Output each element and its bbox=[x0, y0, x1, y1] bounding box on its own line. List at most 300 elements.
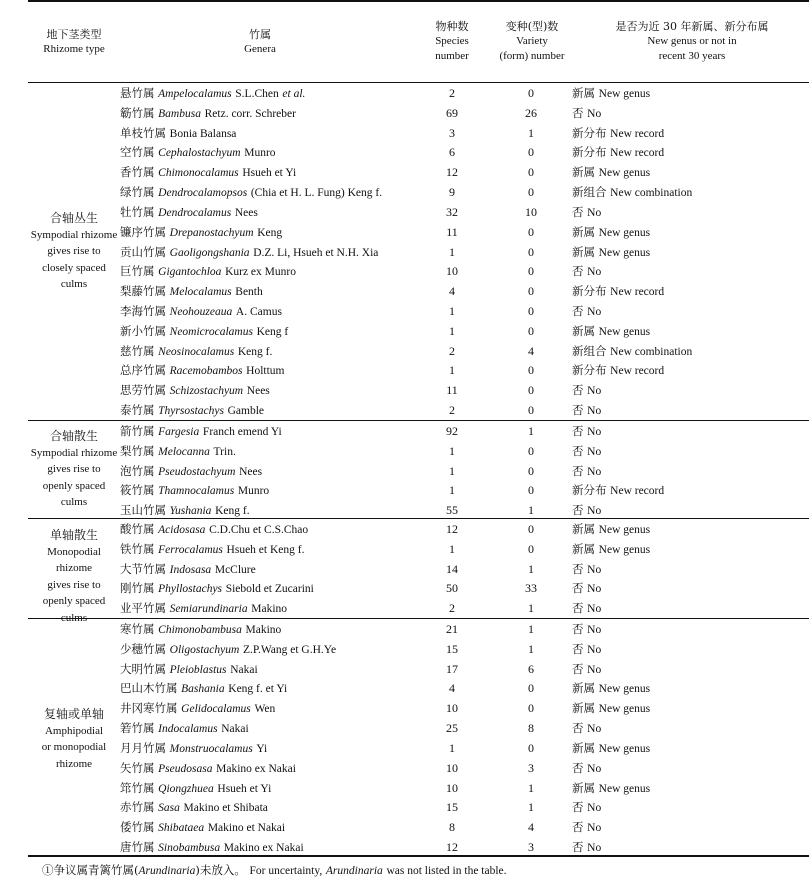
status-en: No bbox=[587, 465, 602, 478]
genus-zh: 唐竹属 bbox=[120, 840, 155, 855]
status-cell bbox=[572, 741, 650, 756]
species-count: 21 bbox=[446, 622, 458, 636]
genus-scientific: Oligostachyum bbox=[169, 643, 240, 656]
status-cell bbox=[572, 820, 601, 835]
variety-count: 0 bbox=[528, 522, 534, 536]
status-cell bbox=[572, 483, 664, 498]
status-zh: 新属 bbox=[572, 86, 595, 100]
genus-scientific: Sinobambusa bbox=[158, 842, 221, 855]
status-zh: 新分布 bbox=[572, 363, 607, 378]
genus-authority: Nakai bbox=[221, 723, 249, 736]
variety-count: 3 bbox=[528, 840, 534, 855]
genus-cell bbox=[120, 781, 271, 796]
header-rule bbox=[28, 82, 809, 83]
species-count: 1 bbox=[449, 304, 455, 319]
status-cell bbox=[572, 642, 601, 657]
variety-count: 0 bbox=[528, 463, 534, 478]
genus-scientific: Pseudostachyum bbox=[158, 465, 236, 478]
group-en: Monopodial rhizome bbox=[47, 545, 101, 574]
status-zh: 新属 bbox=[572, 681, 595, 696]
status-zh: 否 bbox=[572, 383, 584, 398]
header-status-en1: New genus or not in bbox=[647, 35, 737, 47]
status-en: No bbox=[587, 563, 602, 576]
species-count: 17 bbox=[446, 661, 458, 676]
variety-count: 0 bbox=[528, 244, 534, 259]
variety-count: 0 bbox=[528, 264, 534, 279]
group-en: openly spaced bbox=[42, 479, 106, 492]
genus-cell bbox=[120, 820, 285, 835]
status-zh: 否 bbox=[572, 820, 584, 835]
variety-count: 1 bbox=[528, 641, 534, 656]
status-zh: 否 bbox=[572, 800, 584, 815]
status-cell bbox=[572, 264, 601, 279]
genus-authority: Retz. corr. Schreber bbox=[204, 107, 296, 120]
status-cell bbox=[572, 145, 664, 160]
genus-zh: 牡竹属 bbox=[120, 204, 155, 219]
genus-cell bbox=[120, 483, 269, 498]
species-count: 1 bbox=[449, 541, 455, 556]
genus-cell bbox=[120, 522, 308, 537]
species-count: 1 bbox=[449, 363, 455, 378]
status-en: New genus bbox=[598, 703, 651, 716]
species-count: 6 bbox=[449, 145, 455, 160]
genus-authority: Kurz ex Munro bbox=[225, 266, 296, 279]
genus-scientific: Schizostachyum bbox=[169, 385, 244, 398]
genus-authority: Munro bbox=[244, 147, 276, 160]
status-zh: 新组合 bbox=[572, 343, 607, 358]
status-cell bbox=[572, 403, 601, 418]
footnote bbox=[42, 862, 507, 878]
status-zh: 新属 bbox=[572, 541, 595, 556]
genus-scientific: Shibataea bbox=[158, 822, 205, 835]
variety-count: 26 bbox=[525, 105, 537, 120]
variety-count: 8 bbox=[528, 721, 534, 736]
genus-scientific: Acidosasa bbox=[158, 524, 206, 536]
status-cell bbox=[572, 185, 692, 200]
genus-authority: Bonia Balansa bbox=[169, 127, 237, 140]
group-en: culms bbox=[60, 278, 88, 290]
genus-cell bbox=[120, 701, 275, 716]
genus-scientific: Yushania bbox=[169, 505, 212, 518]
genus-authority: Hsueh et Yi bbox=[217, 782, 272, 795]
species-count: 2 bbox=[449, 601, 455, 616]
group-en: gives rise to bbox=[47, 245, 101, 257]
genus-authority: D.Z. Li, Hsueh et N.H. Xia bbox=[253, 246, 379, 259]
species-count: 1 bbox=[449, 323, 455, 338]
genus-scientific: Chimonocalamus bbox=[158, 167, 239, 180]
status-en: New combination bbox=[610, 345, 693, 358]
status-en: New combination bbox=[610, 187, 693, 200]
status-zh: 新属 bbox=[572, 522, 595, 536]
status-zh: 否 bbox=[572, 204, 584, 219]
genus-cell bbox=[120, 403, 264, 418]
variety-count: 33 bbox=[525, 581, 537, 596]
genus-cell bbox=[120, 304, 282, 319]
status-zh: 新属 bbox=[572, 323, 595, 338]
species-count: 10 bbox=[446, 264, 458, 279]
genus-authority: Holttum bbox=[246, 365, 285, 378]
genus-authority: Makino et Nakai bbox=[207, 822, 286, 835]
variety-count: 1 bbox=[528, 125, 534, 140]
genus-zh: 赤竹属 bbox=[120, 800, 155, 815]
genus-scientific: Sasa bbox=[158, 802, 180, 815]
genus-cell bbox=[120, 741, 267, 756]
genus-cell bbox=[120, 344, 272, 359]
genus-scientific: Ferrocalamus bbox=[158, 543, 223, 556]
genus-cell bbox=[120, 165, 296, 180]
status-cell bbox=[572, 662, 601, 677]
status-cell bbox=[572, 562, 601, 577]
variety-count: 0 bbox=[528, 541, 534, 556]
status-cell bbox=[572, 383, 601, 398]
genus-scientific: Thamnocalamus bbox=[158, 485, 235, 498]
bottom-rule bbox=[28, 855, 809, 857]
status-en: No bbox=[587, 624, 602, 636]
genus-authority: Siebold et Zucarini bbox=[225, 583, 314, 596]
genus-zh: 新小竹属 bbox=[120, 323, 166, 338]
genus-zh: 巴山木竹属 bbox=[120, 681, 178, 696]
status-zh: 否 bbox=[572, 641, 584, 656]
genus-cell bbox=[120, 464, 262, 479]
genus-cell bbox=[120, 542, 304, 557]
species-count: 10 bbox=[446, 780, 458, 795]
group-rule-3 bbox=[28, 618, 809, 619]
footnote-marker: ① bbox=[42, 863, 54, 877]
status-zh: 新分布 bbox=[572, 145, 607, 160]
species-count: 55 bbox=[446, 503, 458, 518]
genus-cell bbox=[120, 444, 236, 459]
header-species bbox=[420, 19, 484, 64]
genus-authority: A. Camus bbox=[235, 306, 282, 319]
status-zh: 否 bbox=[572, 561, 584, 576]
genus-authority: Hsueh et Yi bbox=[242, 167, 297, 180]
status-cell bbox=[572, 126, 664, 141]
group-en: rhizome bbox=[55, 757, 93, 770]
genus-scientific: Racemobambos bbox=[169, 365, 243, 378]
status-en: No bbox=[587, 842, 602, 855]
group-zh: 单轴散生 bbox=[49, 528, 98, 542]
status-zh: 新属 bbox=[572, 165, 595, 180]
genus-zh: 绿竹属 bbox=[120, 185, 155, 200]
status-cell bbox=[572, 601, 601, 616]
status-zh: 否 bbox=[572, 622, 584, 636]
genus-scientific: Neomicrocalamus bbox=[169, 325, 253, 338]
genus-authority: Gamble bbox=[227, 405, 265, 418]
genus-cell bbox=[120, 761, 296, 776]
header-status-zh: 是否为近 30 年新属、新分布属 bbox=[615, 20, 769, 33]
genus-cell bbox=[120, 800, 268, 815]
species-count: 4 bbox=[449, 284, 455, 299]
genus-zh: 思劳竹属 bbox=[120, 383, 166, 398]
genus-scientific: Chimonobambusa bbox=[158, 624, 242, 636]
genus-zh: 寒竹属 bbox=[120, 622, 155, 636]
variety-count: 0 bbox=[528, 701, 534, 716]
species-count: 4 bbox=[449, 681, 455, 696]
variety-count: 0 bbox=[528, 304, 534, 319]
genus-cell bbox=[120, 245, 378, 260]
genus-authority: Nakai bbox=[230, 663, 258, 676]
variety-count: 1 bbox=[528, 503, 534, 518]
status-cell bbox=[572, 86, 650, 101]
footnote-zh-b: )未放入。 bbox=[195, 863, 246, 877]
status-zh: 新属 bbox=[572, 701, 595, 716]
status-cell bbox=[572, 721, 601, 736]
species-count: 12 bbox=[446, 840, 458, 855]
genus-scientific: Semiarundinaria bbox=[169, 603, 248, 616]
variety-count: 0 bbox=[528, 284, 534, 299]
genus-zh: 箬竹属 bbox=[120, 721, 155, 736]
genus-authority: Makino bbox=[251, 603, 288, 616]
genus-authority: Wen bbox=[254, 703, 276, 716]
status-zh: 否 bbox=[572, 721, 584, 736]
status-zh: 新分布 bbox=[572, 483, 607, 498]
genus-scientific: Indocalamus bbox=[158, 723, 218, 736]
genus-authority: Keng f. et Yi bbox=[228, 683, 288, 696]
status-en: New genus bbox=[598, 88, 651, 100]
genus-authority: Makino ex Nakai bbox=[223, 842, 304, 855]
genus-zh: 泡竹属 bbox=[120, 463, 155, 478]
genus-cell bbox=[120, 681, 287, 696]
status-en: New record bbox=[610, 485, 665, 498]
genus-authority: (Chia et H. L. Fung) Keng f. bbox=[250, 187, 383, 200]
status-en: No bbox=[587, 822, 602, 835]
status-en: No bbox=[587, 107, 602, 120]
genus-authority: Keng f. bbox=[237, 345, 273, 358]
status-cell bbox=[572, 106, 601, 121]
status-en: No bbox=[587, 723, 602, 736]
genus-zh: 铁竹属 bbox=[120, 541, 155, 556]
genus-authority: Makino bbox=[245, 624, 282, 636]
genus-zh: 巨竹属 bbox=[120, 264, 155, 279]
genus-cell bbox=[120, 424, 282, 439]
variety-count: 0 bbox=[528, 145, 534, 160]
header-rhizome-en: Rhizome type bbox=[43, 43, 105, 55]
status-en: No bbox=[587, 206, 602, 219]
genus-scientific: Phyllostachys bbox=[158, 583, 223, 596]
genus-scientific: Gigantochloa bbox=[158, 266, 222, 279]
status-cell bbox=[572, 464, 601, 479]
variety-count: 0 bbox=[528, 185, 534, 200]
genus-scientific: Bambusa bbox=[158, 107, 201, 120]
variety-count: 1 bbox=[528, 622, 534, 636]
variety-count: 0 bbox=[528, 483, 534, 498]
status-cell bbox=[572, 424, 601, 439]
genus-scientific: Dendrocalamus bbox=[158, 206, 232, 219]
genus-cell bbox=[120, 581, 314, 596]
genus-cell bbox=[120, 106, 296, 121]
genus-authority: C.D.Chu et C.S.Chao bbox=[209, 524, 309, 536]
status-zh: 新属 bbox=[572, 780, 595, 795]
genus-scientific: Cephalostachyum bbox=[158, 147, 241, 160]
group-en: gives rise to bbox=[47, 578, 101, 591]
species-count: 92 bbox=[446, 424, 458, 438]
group-en: or monopodial bbox=[41, 741, 107, 753]
status-cell bbox=[572, 542, 650, 557]
header-rhizome-type bbox=[28, 27, 120, 57]
group-label-amphipodial bbox=[28, 706, 120, 772]
species-count: 69 bbox=[446, 105, 458, 120]
genus-scientific: Bashania bbox=[181, 683, 225, 696]
genus-authority: Makino ex Nakai bbox=[216, 762, 296, 775]
genus-zh: 镰序竹属 bbox=[120, 224, 166, 239]
variety-count: 1 bbox=[528, 780, 534, 795]
header-variety-en1: Variety bbox=[516, 35, 548, 47]
genus-scientific: Melocalamus bbox=[169, 286, 232, 299]
genus-cell bbox=[120, 383, 270, 398]
species-count: 2 bbox=[449, 86, 455, 100]
group-label-sympodial-close bbox=[28, 210, 120, 293]
variety-count: 0 bbox=[528, 224, 534, 239]
status-cell bbox=[572, 701, 650, 716]
species-count: 15 bbox=[446, 641, 458, 656]
group-zh: 复轴或单轴 bbox=[43, 707, 104, 721]
species-count: 1 bbox=[449, 463, 455, 478]
status-en: No bbox=[587, 426, 602, 438]
genus-cell bbox=[120, 86, 305, 101]
genus-cell bbox=[120, 503, 250, 518]
genus-authority: Makino et Shibata bbox=[183, 802, 268, 815]
genus-zh: 贡山竹属 bbox=[120, 244, 166, 259]
species-count: 32 bbox=[446, 204, 458, 219]
group-label-monopodial bbox=[28, 527, 120, 626]
genus-cell bbox=[120, 721, 249, 736]
genus-cell bbox=[120, 840, 304, 855]
species-count: 3 bbox=[449, 125, 455, 140]
status-zh: 否 bbox=[572, 840, 584, 855]
status-zh: 新分布 bbox=[572, 284, 607, 299]
genus-authority: Nees bbox=[246, 385, 270, 398]
variety-count: 0 bbox=[528, 323, 534, 338]
variety-count: 6 bbox=[528, 661, 534, 676]
genus-zh: 空竹属 bbox=[120, 145, 155, 160]
status-zh: 否 bbox=[572, 403, 584, 418]
species-count: 14 bbox=[446, 561, 458, 576]
top-rule bbox=[28, 0, 809, 2]
genus-authority: Trin. bbox=[213, 445, 236, 458]
genus-zh: 井冈寒竹属 bbox=[120, 701, 178, 716]
genus-zh: 单枝竹属 bbox=[120, 125, 166, 140]
status-en: No bbox=[587, 306, 602, 319]
genus-zh: 筱竹属 bbox=[120, 483, 155, 498]
variety-count: 0 bbox=[528, 86, 534, 100]
variety-count: 1 bbox=[528, 561, 534, 576]
status-cell bbox=[572, 324, 650, 339]
status-cell bbox=[572, 245, 650, 260]
species-count: 1 bbox=[449, 443, 455, 458]
genus-scientific: Pleioblastus bbox=[169, 663, 227, 676]
genus-authority: Nees bbox=[234, 206, 258, 219]
genus-scientific: Pseudosasa bbox=[158, 762, 213, 775]
status-en: New genus bbox=[598, 246, 651, 259]
group-en: Sympodial rhizome bbox=[30, 446, 118, 459]
status-zh: 新属 bbox=[572, 224, 595, 239]
status-cell bbox=[572, 304, 601, 319]
genus-zh: 倭竹属 bbox=[120, 820, 155, 835]
genus-zh: 筇竹属 bbox=[120, 780, 155, 795]
status-en: No bbox=[587, 583, 602, 596]
variety-count: 1 bbox=[528, 800, 534, 815]
genus-cell bbox=[120, 562, 256, 577]
status-cell bbox=[572, 622, 601, 637]
genus-cell bbox=[120, 622, 281, 637]
variety-count: 0 bbox=[528, 363, 534, 378]
status-cell bbox=[572, 284, 664, 299]
status-cell bbox=[572, 444, 601, 459]
species-count: 50 bbox=[446, 581, 458, 596]
genus-scientific: Thyrsostachys bbox=[158, 405, 224, 418]
genus-scientific: Dendrocalamopsos bbox=[158, 187, 248, 200]
genus-authority: S.L.Chen bbox=[235, 88, 279, 100]
status-en: New genus bbox=[598, 325, 651, 338]
genus-scientific: Indosasa bbox=[169, 563, 212, 576]
footnote-en-a: For uncertainty, bbox=[249, 865, 323, 877]
group-zh: 合轴散生 bbox=[49, 429, 98, 443]
status-en: No bbox=[587, 762, 602, 775]
status-en: No bbox=[587, 643, 602, 656]
status-zh: 否 bbox=[572, 443, 584, 458]
status-zh: 否 bbox=[572, 264, 584, 279]
status-cell bbox=[572, 363, 664, 378]
variety-count: 0 bbox=[528, 681, 534, 696]
species-count: 10 bbox=[446, 701, 458, 716]
status-cell bbox=[572, 503, 601, 518]
genus-zh: 矢竹属 bbox=[120, 760, 155, 775]
variety-count: 0 bbox=[528, 443, 534, 458]
group-en: Sympodial rhizome bbox=[30, 228, 118, 241]
group-zh: 合轴丛生 bbox=[49, 211, 98, 225]
status-zh: 否 bbox=[572, 503, 584, 518]
species-count: 1 bbox=[449, 740, 455, 755]
status-cell bbox=[572, 165, 650, 180]
status-zh: 新分布 bbox=[572, 125, 607, 140]
genus-cell bbox=[120, 145, 276, 160]
genus-cell bbox=[120, 264, 296, 279]
genus-zh: 梨竹属 bbox=[120, 443, 155, 458]
status-cell bbox=[572, 681, 650, 696]
species-count: 10 bbox=[446, 760, 458, 775]
variety-count: 4 bbox=[528, 820, 534, 835]
genus-scientific: Drepanostachyum bbox=[169, 226, 254, 239]
status-en: New genus bbox=[598, 226, 651, 239]
genus-cell bbox=[120, 284, 263, 299]
group-en: gives rise to bbox=[47, 463, 101, 475]
group-en: closely spaced bbox=[42, 261, 106, 274]
genus-cell bbox=[120, 363, 284, 378]
header-genera-zh: 竹属 bbox=[249, 28, 271, 41]
status-en: New record bbox=[610, 286, 665, 299]
genus-authority: Benth bbox=[235, 286, 263, 299]
header-species-en2: number bbox=[435, 50, 469, 62]
status-zh: 否 bbox=[572, 105, 584, 120]
status-en: No bbox=[587, 663, 602, 676]
status-en: No bbox=[587, 505, 602, 518]
footnote-zh-a: 争议属青篱竹属( bbox=[53, 863, 139, 877]
status-zh: 否 bbox=[572, 424, 584, 438]
genus-zh: 悬竹属 bbox=[120, 86, 155, 100]
header-rhizome-zh: 地下茎类型 bbox=[46, 28, 102, 41]
header-genera-en: Genera bbox=[244, 43, 276, 55]
header-status-en2: recent 30 years bbox=[658, 50, 726, 62]
genus-authority: Keng f. bbox=[215, 505, 250, 518]
genus-etal: et al. bbox=[282, 88, 306, 100]
genus-scientific: Neohouzeaua bbox=[169, 306, 233, 319]
status-en: New genus bbox=[598, 167, 651, 180]
footnote-sci2: Arundinaria bbox=[325, 865, 383, 877]
genus-zh: 李海竹属 bbox=[120, 304, 166, 319]
status-zh: 否 bbox=[572, 581, 584, 596]
status-en: No bbox=[587, 603, 602, 616]
genus-zh: 梨藤竹属 bbox=[120, 284, 166, 299]
